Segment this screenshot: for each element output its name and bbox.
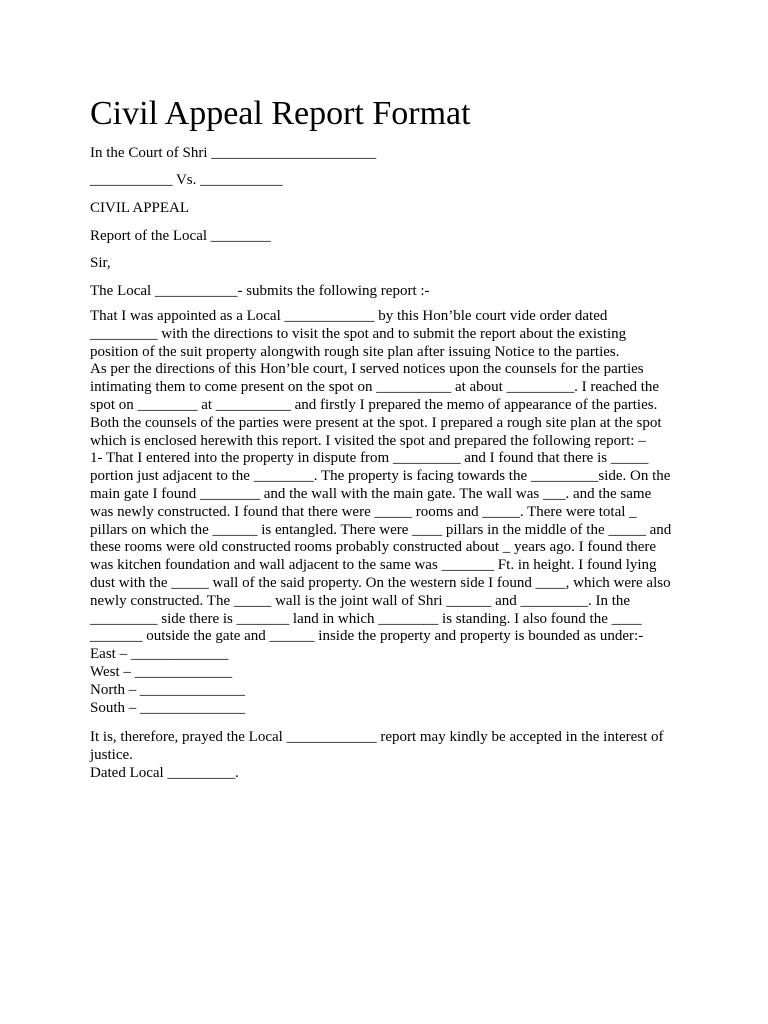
boundary-south: South – ______________: [90, 699, 246, 716]
body-line: 1- That I entered into the property in dispute from _________ and I found that there is _____: [90, 450, 649, 467]
report-body: [90, 308, 690, 717]
vs-line: ___________ Vs. ___________: [90, 172, 283, 188]
closing-paragraph: [90, 729, 690, 782]
body-line: these rooms were old constructed rooms probably constructed about _ years ago. I found there: [90, 539, 657, 556]
boundary-north: North – ______________: [90, 681, 245, 698]
body-line: was kitchen foundation and wall adjacent to the same was _______ Ft. in height. I found lying: [90, 557, 657, 574]
report-of-line: Report of the Local ________: [90, 228, 271, 244]
body-line: position of the suit property alongwith rough site plan after issuing Notice to the parties.: [90, 343, 620, 360]
dated-line: Dated Local _________.: [90, 764, 239, 781]
body-line: intimating them to come present on the spot on __________ at about _________. I reached the: [90, 379, 660, 396]
body-line: As per the directions of this Hon’ble court, I served notices upon the counsels for the parties: [90, 361, 644, 378]
body-line: dust with the _____ wall of the said property. On the western side I found ____, which were also: [90, 574, 671, 591]
body-line: _________ with the directions to visit the spot and to submit the report about the existing: [90, 325, 627, 342]
body-line: _________ side there is _______ land in which ________ is standing. I also found the ____: [90, 610, 642, 627]
closing-line: It is, therefore, prayed the Local ____________ report may kindly be accepted in the interest of: [90, 729, 664, 745]
body-line: spot on ________ at __________ and firstly I prepared the memo of appearance of the parties.: [90, 396, 658, 413]
body-line: was newly constructed. I found that there were _____ rooms and _____. There were total _: [90, 503, 637, 520]
body-line: Both the counsels of the parties were present at the spot. I prepared a rough site plan at the spot: [90, 414, 662, 431]
submits-line: The Local ___________- submits the following report :-: [90, 283, 430, 299]
boundary-west: West – _____________: [90, 663, 233, 680]
document-title: Civil Appeal Report Format: [90, 95, 471, 132]
body-line: main gate I found ________ and the wall with the main gate. The wall was ___. and the same: [90, 485, 652, 502]
body-line: which is enclosed herewith this report. I visited the spot and prepared the following report: –: [90, 432, 646, 449]
body-line: portion just adjacent to the ________. The property is facing towards the _________side. On the: [90, 468, 671, 485]
civil-appeal-heading: CIVIL APPEAL: [90, 200, 190, 216]
boundary-east: East – _____________: [90, 646, 229, 663]
body-line: That I was appointed as a Local ____________ by this Hon’ble court vide order dated: [90, 308, 608, 324]
court-line: In the Court of Shri ______________________: [90, 145, 377, 161]
body-line: _______ outside the gate and ______ inside the property and property is bounded as under:-: [90, 628, 644, 645]
salutation: Sir,: [90, 255, 111, 271]
closing-line: justice.: [90, 746, 133, 763]
body-line: pillars on which the ______ is entangled. There were ____ pillars in the middle of the _____ and: [90, 521, 672, 538]
body-line: newly constructed. The _____ wall is the joint wall of Shri ______ and _________. In the: [90, 592, 631, 609]
